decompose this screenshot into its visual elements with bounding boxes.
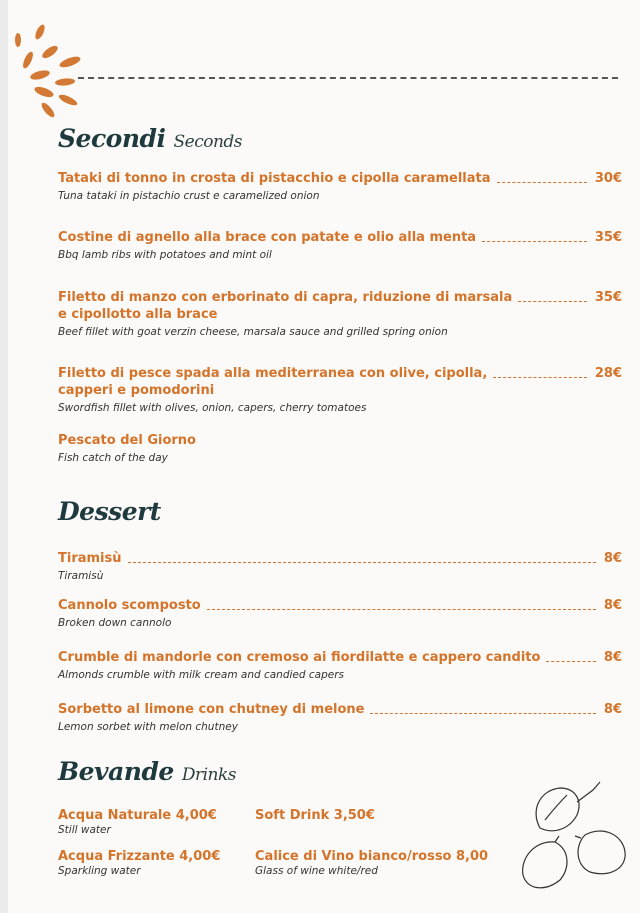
- drink-item: Calice di Vino bianco/rosso 8,00 Glass of wine white/red: [255, 849, 489, 877]
- drink-item: Acqua Frizzante 4,00€ Sparkling water: [58, 849, 221, 877]
- page-edge: [0, 0, 8, 913]
- menu-item: Crumble di mandorle con cremoso ai fiordilatte e cappero candito 8€ Almonds crumble with milk cream and candied capers: [58, 650, 622, 681]
- menu-item: Costine di agnello alla brace con patate e olio alla menta 35€ Bbq lamb ribs with potatoes and mint oil: [58, 230, 622, 261]
- section-title-bevande: Bevande Drinks: [58, 757, 236, 786]
- menu-item: Pescato del Giorno Fish catch of the day: [58, 433, 196, 464]
- menu-item: Filetto di manzo con erborinato di capra, riduzione di marsala 35€ e cipollotto alla brace Beef fillet with goat verzin cheese, marsala sauce and grilled spring onion: [58, 290, 622, 338]
- drink-item: Soft Drink 3,50€: [255, 808, 375, 823]
- menu-item: Cannolo scomposto 8€ Broken down cannolo: [58, 598, 622, 629]
- drink-item: Acqua Naturale 4,00€ Still water: [58, 808, 217, 836]
- fig-sketch-icon: [515, 780, 635, 895]
- section-title-secondi: Secondi Seconds: [58, 124, 243, 153]
- menu-item: Tiramisù 8€ Tiramisù: [58, 551, 622, 582]
- menu-item: Sorbetto al limone con chutney di melone 8€ Lemon sorbet with melon chutney: [58, 702, 622, 733]
- leaf-decoration-icon: [10, 20, 85, 120]
- menu-item: Tataki di tonno in crosta di pistacchio e cipolla caramellata 30€ Tuna tataki in pistachio crust e caramelized onion: [58, 171, 622, 202]
- menu-item: Filetto di pesce spada alla mediterranea con olive, cipolla, 28€ capperi e pomodorini Swordfish fillet with olives, onion, capers, cherry tomatoes: [58, 366, 622, 414]
- section-title-dessert: Dessert: [58, 497, 161, 526]
- divider: [78, 77, 618, 79]
